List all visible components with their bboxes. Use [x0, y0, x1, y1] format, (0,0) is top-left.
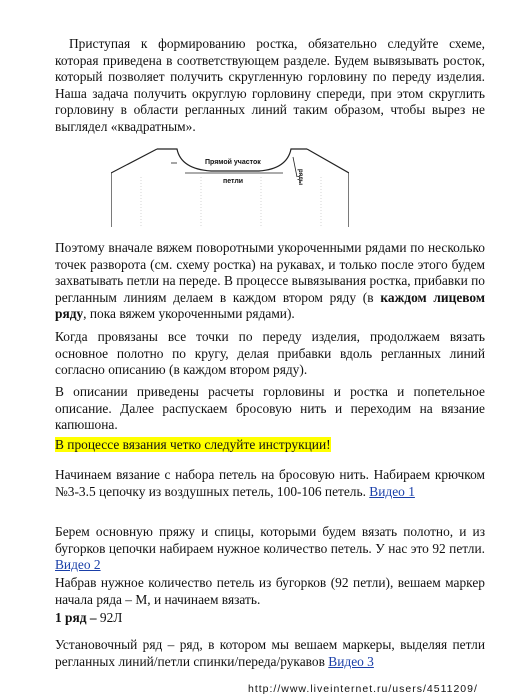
source-url: http://www.liveinternet.ru/users/4511209/: [248, 683, 478, 695]
neckline-diagram: [111, 147, 349, 227]
video-3-link[interactable]: Видео 3: [328, 653, 374, 669]
paragraph-short-rows-text: Поэтому вначале вяжем поворотными укороченными рядами по несколько точек разворота (см. схему ростка) на рукавах, и только после этого будем захватывать петли на переде. В процессе вывязывания ростка, прибавки по регланным линиям делаем в каждом втором ряду (в: [55, 240, 485, 305]
paragraph-description: В описании приведены расчеты горловины и ростка и попетельное описание. Далее распускаем бросовую нить и переходим на вязание капюшона.: [55, 384, 485, 433]
diagram-label-loops: петли: [223, 178, 244, 185]
video-2-link[interactable]: Видео 2: [55, 557, 101, 573]
diagram-label-straight: Прямой участок: [205, 159, 261, 166]
paragraph-video2-text: Берем основную пряжу и спицы, которыми будем вязать полотно, и из бугорков цепочки набираем нужное количество петель. У нас это 92 петли.: [55, 524, 485, 556]
paragraph-short-rows-bold: каждом лицевом ряду: [55, 289, 485, 322]
paragraph-short-rows: [55, 240, 485, 323]
paragraph-short-rows-text-end: , пока вяжем укороченными рядами).: [83, 306, 295, 322]
row-1-heading: [55, 610, 485, 627]
diagram-label-side: ряды: [297, 169, 303, 186]
paragraph-continue: Когда провязаны все точки по переду изделия, продолжаем вязать основное полотно по кругу, делая прибавки вдоль регланных линий согласно описанию (в каждом втором ряду).: [55, 329, 485, 378]
paragraph-video2: [55, 524, 485, 574]
paragraph-marker: Набрав нужное количество петель из бугорков (92 петли), вешаем маркер начала ряда – М, и начинаем вязать.: [55, 575, 485, 607]
intro-paragraph: Приступая к формированию ростка, обязательно следуйте схеме, которая приведена в соответствующем разделе. Будем вывязывать росток, который позволяет получить скругленную горловину по переду изделия. Наша задача получить округлую горловину спереди, при этом скруглить горловину в области регланных линий таким образом, чтобы вырез не выглядел «квадратным».: [55, 36, 485, 134]
highlight-text: В процессе вязания четко следуйте инструкции!: [55, 437, 331, 452]
paragraph-video1-text: Начинаем вязание с набора петель на бросовую нить. Набираем крючком №3-3.5 цепочку из воздушных петель, 100-106 петель.: [55, 467, 485, 499]
row-1-label: 1 ряд –: [55, 610, 97, 625]
paragraph-video3-text: Установочный ряд – ряд, в котором мы вешаем маркеры, выделяя петли регланных линий/петли спинки/переда/рукавов: [55, 637, 485, 669]
paragraph-video3: [55, 637, 485, 670]
row-1-text: 92Л: [96, 610, 123, 625]
instruction-highlight: [55, 437, 485, 454]
paragraph-video1: [55, 467, 485, 500]
video-1-link[interactable]: Видео 1: [369, 483, 415, 499]
